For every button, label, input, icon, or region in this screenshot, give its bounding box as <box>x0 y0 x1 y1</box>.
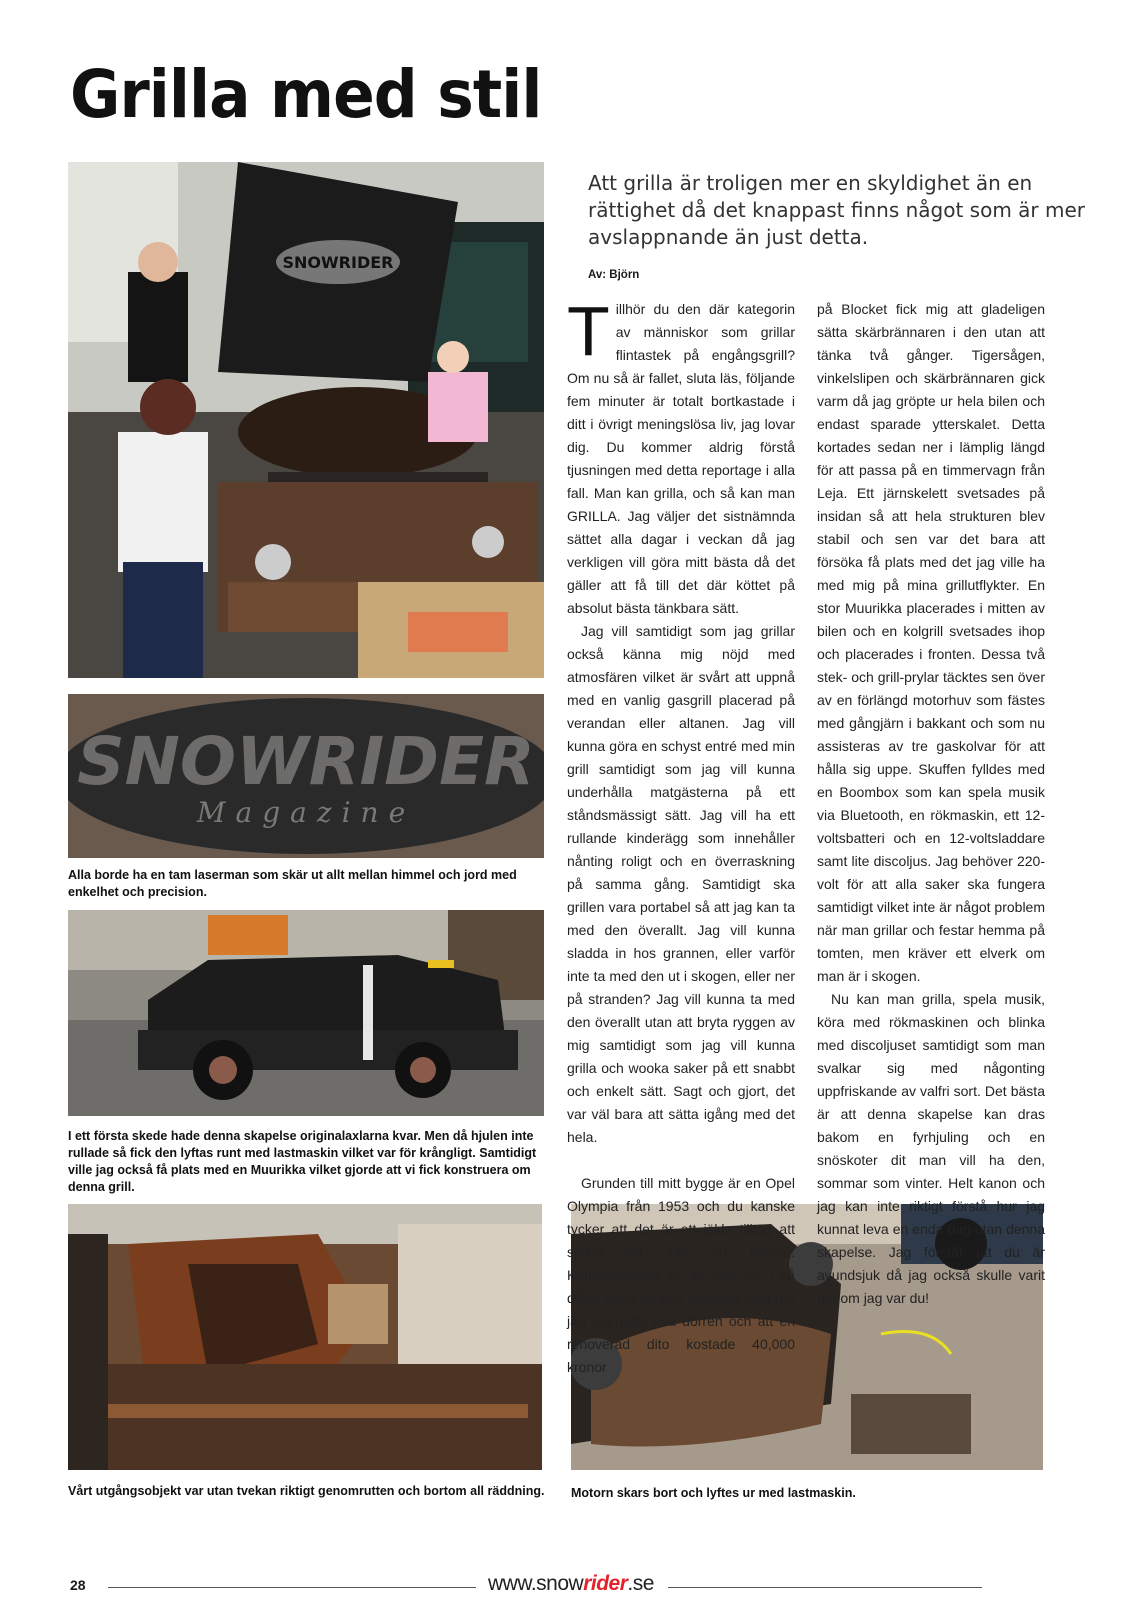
caption-car: I ett första skede hade denna skapelse originalaxlarna kvar. Men då hjulen inte rullade så fick den lyftas runt med lastmaskin vilket var för krångligt. Samtidigt ville jag också få plats med en Muurikka vilket gjorde att vi fick konstruera om denna grill. <box>68 1129 537 1194</box>
body-column-2 <box>817 298 1045 1310</box>
caption-engine: Motorn skars bort och lyftes ur med lastmaskin. <box>571 1486 856 1500</box>
article-title: Grilla med stil <box>70 56 542 133</box>
site-url <box>488 1572 654 1596</box>
hood-logo-text: SNOWRIDER <box>282 253 394 272</box>
body-column-1 <box>567 292 795 1379</box>
photo-laser-sign <box>68 694 544 858</box>
drop-cap: T <box>567 292 610 370</box>
caption-sign: Alla borde ha en tam laserman som skär ut allt mellan himmel och jord med enkelhet och precision. <box>68 868 517 899</box>
photo-rust <box>68 1204 542 1470</box>
sign-main-text: SNOWRIDER <box>77 723 535 800</box>
footer-rule-right <box>668 1587 982 1588</box>
footer-rule-left <box>108 1587 476 1588</box>
body-paragraph-4: på Blocket fick mig att gladeligen sätta skärbrännaren i den utan att tänka två gånger. Tigersågen, vinkelslipen och skärbrännaren gick varm då jag gröpte ur hela bilen och endast sparade ytterskalet. Detta kortades sedan ner i lämplig längd för att passa på en timmervagn från Leja. Ett järnskelett svetsades på insidan så att hela strukturen blev stabil och sen var det bara att försöka få plats med det jag ville ha med mig på mina grillutflykter. En stor Muurikka placerades i mitten av bilen och en kolgrill svetsades ihop och placerades i fronten. Dessa två stek- och grill-prylar täcktes sen över av en förlängd motorhuv som fästes med gångjärn i bakkant och som nu assisteras av tre gaskolvar för att hålla sig uppe. Skuffen fylldes med en Boombox som kan spela musik via Bluetooth, en rökmaskin, ett 12-voltsbatteri och en 12-voltsladdare samt lite discoljus. Jag behöver 220-volt för att alla saker ska fungera samtidigt vilket inte är något problem när man grillar och festar hemma på tomten, men kräver ett elverk om man är i skogen. <box>817 301 1045 984</box>
site-url-brand: rider <box>583 1572 628 1595</box>
article-intro: Att grilla är troligen mer en skyldighet än en rättighet då det knappast finns något som är mer avslappnande än just detta. <box>588 171 1086 249</box>
sign-sub-text: Magazine <box>196 796 416 829</box>
body-paragraph-5: Nu kan man grilla, spela musik, köra med rökmaskinen och blinka med discoljuset samtidigt som man svalkar sig med någonting uppfriskande av valfri sort. Det bästa är att denna skapelse kan dras bakom en fyrhjuling och en snöskoter dit man vill ha den, sommar som vinter. Helt kanon och jag kan inte riktigt förstå hur jag kunnat leva en enda dag utan denna skapelse. Jag förstår att du är avundsjuk då jag också skulle varit det om jag var du! <box>817 991 1045 1306</box>
site-url-prefix: www.snow <box>488 1572 584 1595</box>
body-paragraph-2: Jag vill samtidigt som jag grillar också känna mig nöjd med atmosfären vilket är svårt att uppnå med en vanlig gasgrill placerad på verandan eller altanen. Jag vill kunna göra en schyst entré med min grill samtidigt som jag vill kunna underhålla matgästerna på ett ståndsmässigt sätt. Jag vill ha ett rullande kinderägg som innehåller nånting roligt och en överraskning på samma gång. Samtidigt ska grillen vara portabel så att jag kan ta med den överallt. Jag vill kunna sladda in hos grannen, eller varför inte ta med den ut i skogen, eller ner på stranden? Jag vill kunna ta med den överallt utan att bryta ryggen av mig samtidigt som jag vill kunna grilla och wooka saker på ett snabbt och enkelt sätt. Sagt och gjort, det var väl bara att sätta igång med det hela. <box>567 623 795 1145</box>
photo-car-gravel <box>68 910 544 1116</box>
photo-grill-car <box>68 162 544 678</box>
page-number: 28 <box>70 1577 86 1593</box>
body-paragraph-3: Grunden till mitt bygge är en Opel Olympia från 1953 och du kanske tycker att det är ett jäkla tilltag att slakta en sån fin klenod. Kombinationen av att den var i så dåligt skick att den säckade ihop när jag öppnade ena dörren och att en renoverad dito kostade 40,000 kronor <box>567 1175 795 1375</box>
site-url-suffix: .se <box>627 1572 654 1595</box>
caption-rust: Vårt utgångsobjekt var utan tvekan riktigt genomrutten och bortom all räddning. <box>68 1484 545 1498</box>
body-paragraph-1: illhör du den där kategorin av människor som grillar flintastek på engångsgrill? Om nu så är fallet, sluta läs, följande fem minuter är totalt bortkastade i ditt i övrigt meningslösa liv, jag lovar dig. Du kommer aldrig förstå tjusningen med detta reportage i alla fall. Man kan grilla, och så kan man GRILLA. Jag väljer det sistnämnda sättet alla dagar i veckan då jag verkligen vill göra mitt bästa då det gäller att få till det där köttet på absolut bästa tänkbara sätt. <box>567 301 795 616</box>
article-byline: Av: Björn <box>588 269 640 281</box>
